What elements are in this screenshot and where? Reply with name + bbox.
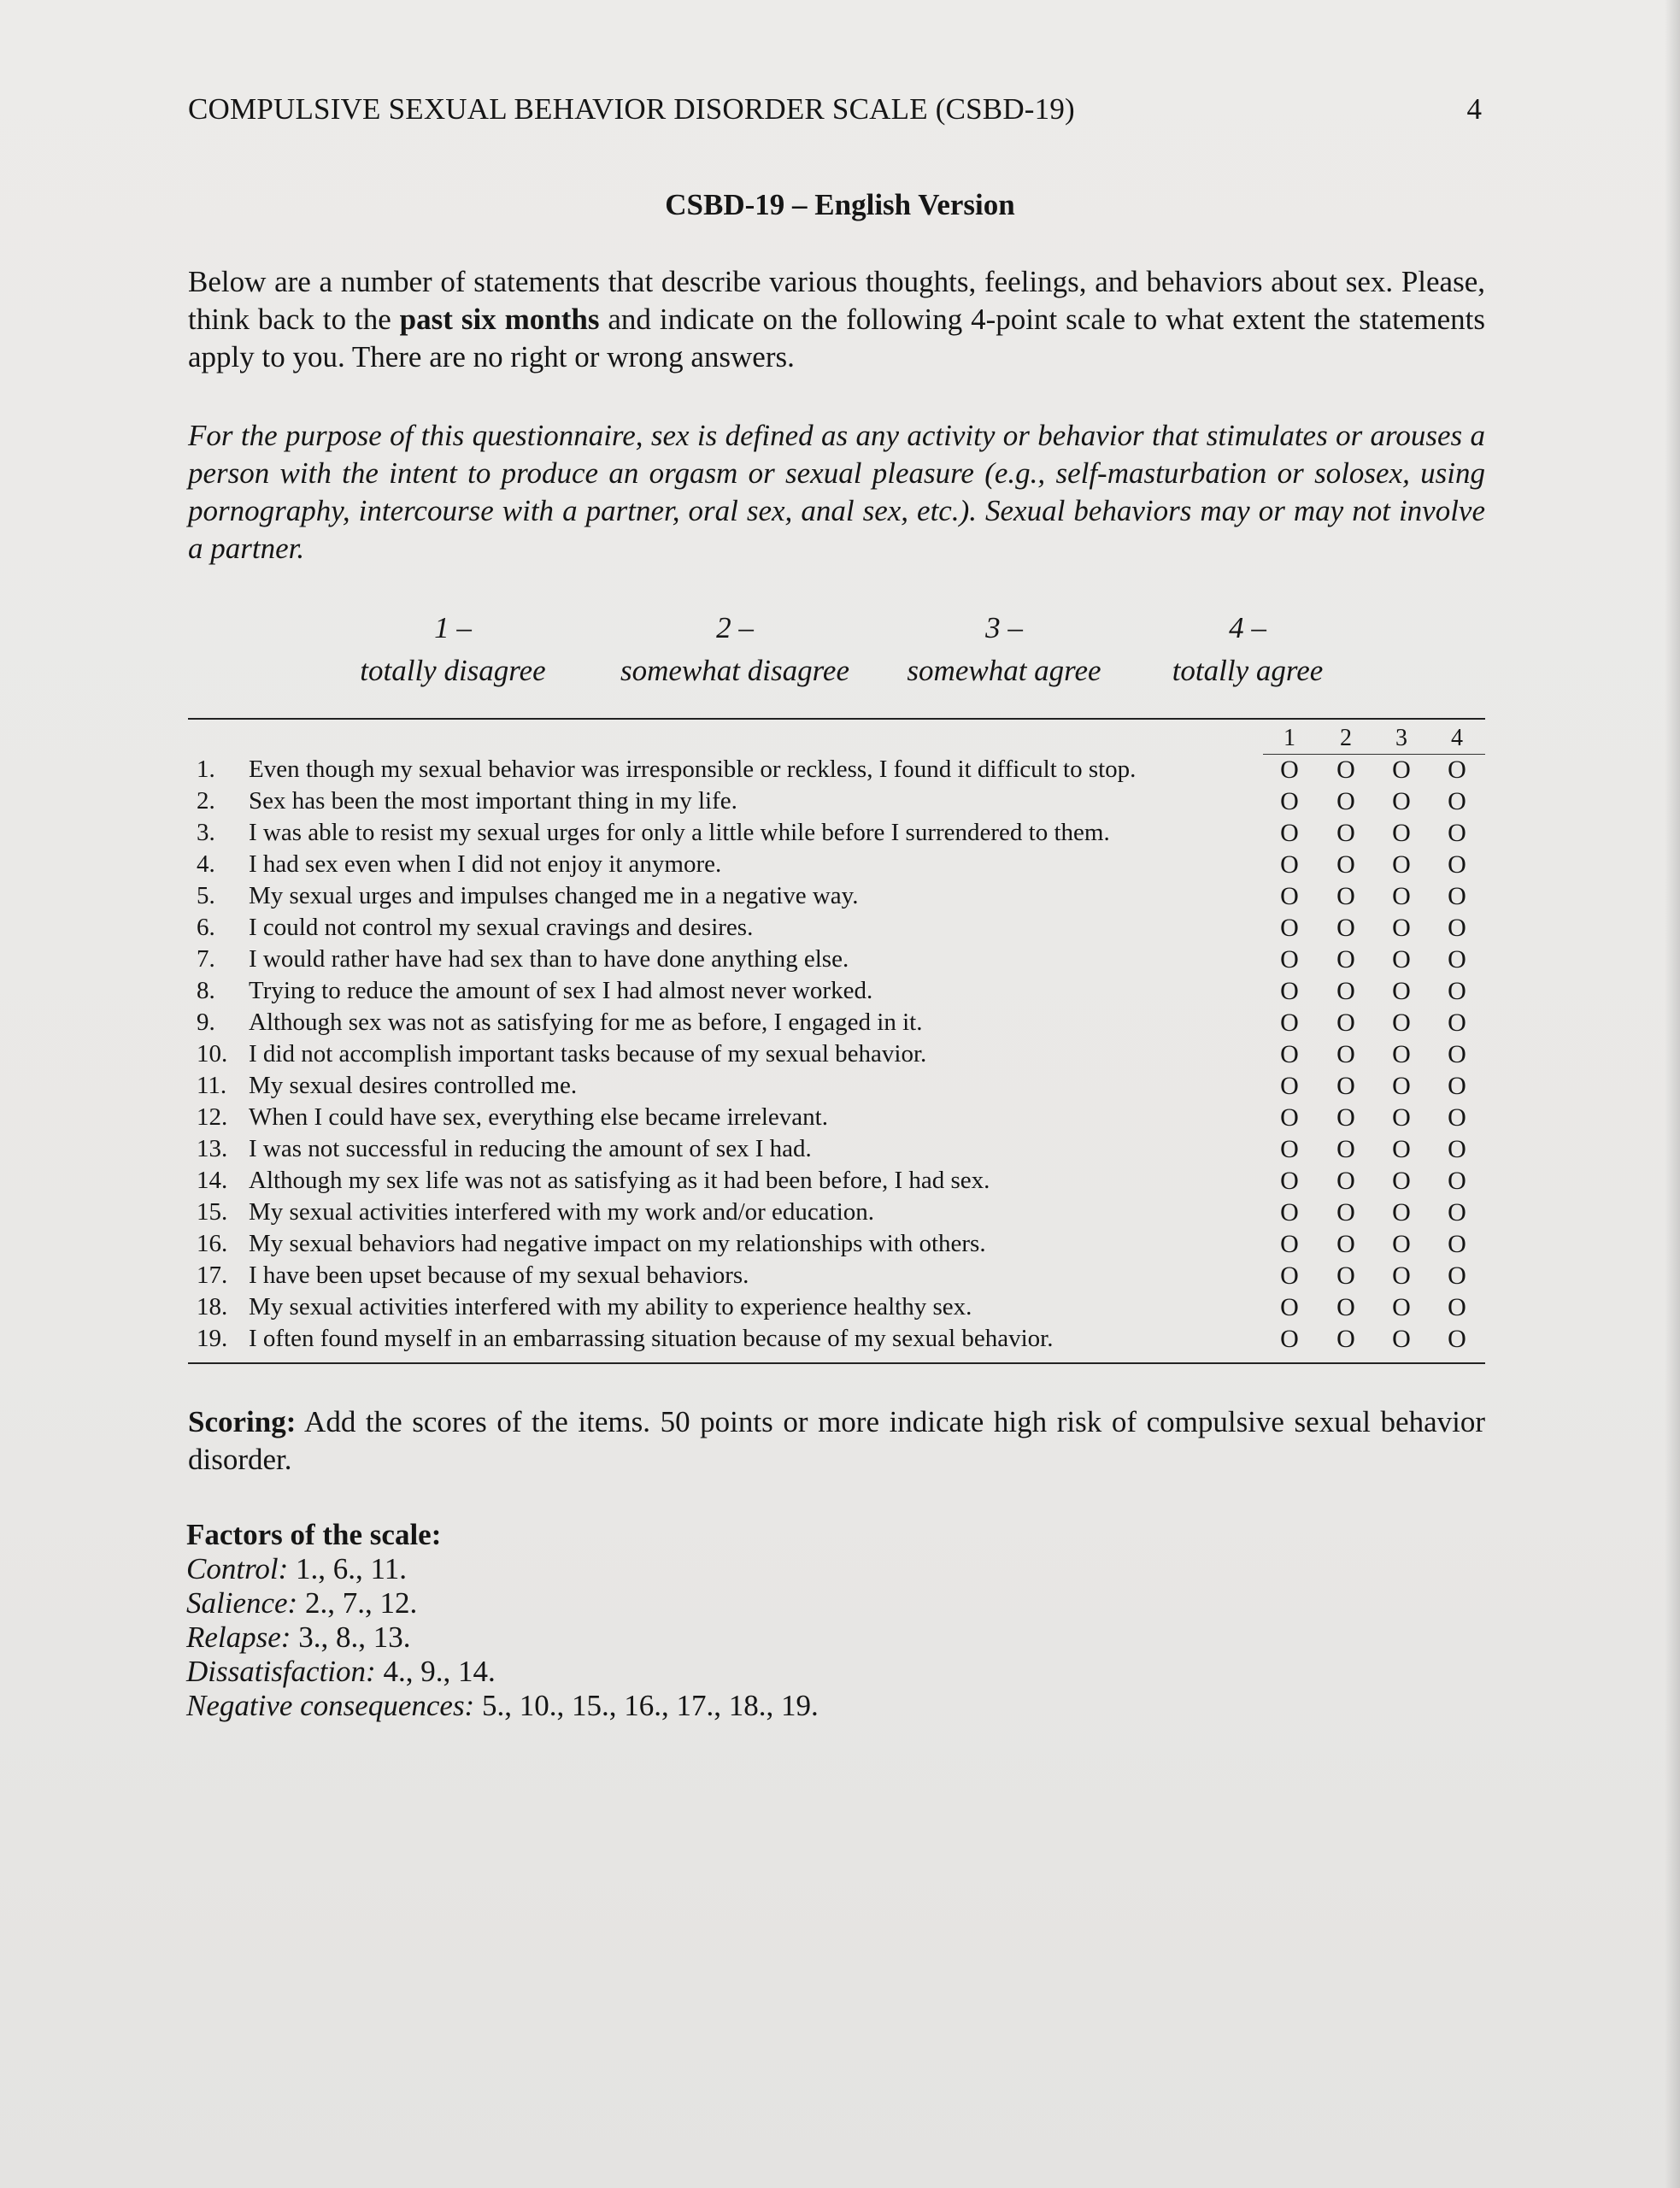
scale-label: somewhat disagree <box>620 654 849 687</box>
response-option-2[interactable]: O <box>1336 1198 1355 1226</box>
response-option-4[interactable]: O <box>1448 945 1466 973</box>
item-statement: Even though my sexual behavior was irresponsible or reckless, I found it difficult to stop. <box>249 756 1137 783</box>
table-row <box>188 1102 1485 1133</box>
item-number: 7. <box>197 945 215 973</box>
response-option-4[interactable]: O <box>1448 850 1466 879</box>
item-statement: When I could have sex, everything else became irrelevant. <box>249 1103 828 1131</box>
factor-name: Relapse: <box>186 1620 291 1654</box>
response-option-2[interactable]: O <box>1336 1325 1355 1353</box>
item-statement: I had sex even when I did not enjoy it anymore. <box>249 850 722 878</box>
response-option-2[interactable]: O <box>1336 819 1355 847</box>
item-statement: Trying to reduce the amount of sex I had almost never worked. <box>249 977 873 1004</box>
response-option-1[interactable]: O <box>1280 1135 1299 1163</box>
scale-legend-4 <box>1145 607 1350 692</box>
item-statement: I was not successful in reducing the amount of sex I had. <box>249 1135 812 1162</box>
document-title: CSBD-19 – English Version <box>665 188 1015 221</box>
factor-dissatisfaction <box>186 1655 819 1689</box>
instructions-emphasis: past six months <box>399 303 600 336</box>
response-option-1[interactable]: O <box>1280 1293 1299 1321</box>
response-option-1[interactable]: O <box>1280 850 1299 879</box>
page-edge-shadow <box>1665 0 1680 2188</box>
response-option-1[interactable]: O <box>1280 1103 1299 1132</box>
column-header-1: 1 <box>1283 725 1295 751</box>
response-option-2[interactable]: O <box>1336 1262 1355 1290</box>
response-option-3[interactable]: O <box>1392 914 1411 942</box>
response-option-3[interactable]: O <box>1392 1135 1411 1163</box>
response-option-3[interactable]: O <box>1392 882 1411 910</box>
response-option-2[interactable]: O <box>1336 1072 1355 1100</box>
item-number: 18. <box>197 1293 228 1320</box>
response-option-2[interactable]: O <box>1336 756 1355 784</box>
response-option-4[interactable]: O <box>1448 1135 1466 1163</box>
scale-label: totally agree <box>1172 654 1324 687</box>
item-number: 1. <box>197 756 215 783</box>
response-option-3[interactable]: O <box>1392 1262 1411 1290</box>
table-row <box>188 849 1485 880</box>
response-option-1[interactable]: O <box>1280 1072 1299 1100</box>
response-option-1[interactable]: O <box>1280 756 1299 784</box>
response-option-3[interactable]: O <box>1392 850 1411 879</box>
item-number: 2. <box>197 787 215 815</box>
item-number: 14. <box>197 1167 228 1194</box>
response-option-2[interactable]: O <box>1336 1103 1355 1132</box>
response-option-4[interactable]: O <box>1448 819 1466 847</box>
response-option-3[interactable]: O <box>1392 1198 1411 1226</box>
table-row <box>188 1228 1485 1260</box>
table-row <box>188 1260 1485 1291</box>
response-option-1[interactable]: O <box>1280 1262 1299 1290</box>
response-option-4[interactable]: O <box>1448 1103 1466 1132</box>
response-option-3[interactable]: O <box>1392 1072 1411 1100</box>
table-row <box>188 754 1485 785</box>
column-header-4: 4 <box>1451 725 1463 751</box>
factor-items: 2., 7., 12. <box>297 1586 418 1620</box>
table-row <box>188 880 1485 912</box>
item-statement: My sexual activities interfered with my ability to experience healthy sex. <box>249 1293 972 1320</box>
factor-salience <box>186 1586 819 1620</box>
scale-legend-1 <box>338 607 568 692</box>
factor-items: 3., 8., 13. <box>291 1620 411 1654</box>
item-statement: I could not control my sexual cravings and desires. <box>249 914 754 941</box>
instructions-text-end: and indicate on the following 4-point scale to what extent the statements apply to you. There are no right or wrong answers. <box>188 303 1485 373</box>
response-option-4[interactable]: O <box>1448 914 1466 942</box>
item-statement: My sexual behaviors had negative impact on my relationships with others. <box>249 1230 986 1257</box>
table-row <box>188 817 1485 849</box>
response-option-1[interactable]: O <box>1280 977 1299 1005</box>
table-row <box>188 785 1485 817</box>
factor-name: Negative consequences: <box>186 1689 475 1722</box>
item-statement: Although my sex life was not as satisfying as it had been before, I had sex. <box>249 1167 990 1194</box>
item-number: 11. <box>197 1072 227 1099</box>
item-number: 15. <box>197 1198 228 1226</box>
table-row <box>188 1291 1485 1323</box>
response-option-2[interactable]: O <box>1336 1009 1355 1037</box>
response-option-3[interactable]: O <box>1392 945 1411 973</box>
response-option-4[interactable]: O <box>1448 1325 1466 1353</box>
response-option-3[interactable]: O <box>1392 977 1411 1005</box>
response-option-1[interactable]: O <box>1280 819 1299 847</box>
item-statement: Sex has been the most important thing in my life. <box>249 787 737 815</box>
item-statement: My sexual activities interfered with my work and/or education. <box>249 1198 875 1226</box>
factor-name: Dissatisfaction: <box>186 1655 376 1688</box>
response-option-1[interactable]: O <box>1280 1009 1299 1037</box>
response-option-3[interactable]: O <box>1392 1325 1411 1353</box>
response-option-2[interactable]: O <box>1336 977 1355 1005</box>
item-number: 9. <box>197 1009 215 1036</box>
response-option-4[interactable]: O <box>1448 1198 1466 1226</box>
factor-items: 4., 9., 14. <box>375 1655 496 1688</box>
table-row <box>188 975 1485 1007</box>
factors-title: Factors of the scale: <box>186 1518 442 1551</box>
page-number: 4 <box>1466 92 1482 126</box>
instructions-text-start: Below are a number of statements that describe various thoughts, feelings, and behaviors about sex. Please, think back to the <box>188 265 1485 336</box>
item-statement: I have been upset because of my sexual behaviors. <box>249 1262 749 1289</box>
item-statement: I often found myself in an embarrassing situation because of my sexual behavior. <box>249 1325 1054 1352</box>
item-number: 4. <box>197 850 215 878</box>
table-row <box>188 1007 1485 1038</box>
response-option-4[interactable]: O <box>1448 1072 1466 1100</box>
response-option-3[interactable]: O <box>1392 1230 1411 1258</box>
response-option-1[interactable]: O <box>1280 1325 1299 1353</box>
scoring-label: Scoring: <box>188 1405 297 1438</box>
factor-relapse <box>186 1620 819 1655</box>
response-option-2[interactable]: O <box>1336 787 1355 815</box>
response-option-4[interactable]: O <box>1448 1040 1466 1068</box>
scale-legend-3 <box>889 607 1119 692</box>
response-option-2[interactable]: O <box>1336 1167 1355 1195</box>
factor-items: 1., 6., 11. <box>288 1552 407 1585</box>
table-row <box>188 1133 1485 1165</box>
running-header: COMPULSIVE SEXUAL BEHAVIOR DISORDER SCALE (CSBD-19) <box>188 92 1075 126</box>
response-option-3[interactable]: O <box>1392 1103 1411 1132</box>
item-number: 8. <box>197 977 215 1004</box>
response-option-4[interactable]: O <box>1448 977 1466 1005</box>
table-row <box>188 1070 1485 1102</box>
response-option-3[interactable]: O <box>1392 1167 1411 1195</box>
response-option-1[interactable]: O <box>1280 945 1299 973</box>
item-number: 17. <box>197 1262 228 1289</box>
response-option-4[interactable]: O <box>1448 1262 1466 1290</box>
response-option-2[interactable]: O <box>1336 914 1355 942</box>
item-number: 3. <box>197 819 215 846</box>
table-row <box>188 912 1485 944</box>
questionnaire-items <box>188 754 1485 1355</box>
response-option-1[interactable]: O <box>1280 914 1299 942</box>
response-option-3[interactable]: O <box>1392 787 1411 815</box>
table-row <box>188 1038 1485 1070</box>
item-number: 10. <box>197 1040 228 1068</box>
response-option-3[interactable]: O <box>1392 1009 1411 1037</box>
factor-control <box>186 1552 819 1586</box>
response-option-1[interactable]: O <box>1280 882 1299 910</box>
response-option-3[interactable]: O <box>1392 1293 1411 1321</box>
factor-items: 5., 10., 15., 16., 17., 18., 19. <box>474 1689 819 1722</box>
response-option-1[interactable]: O <box>1280 1198 1299 1226</box>
table-row <box>188 1165 1485 1197</box>
factor-name: Salience: <box>186 1586 298 1620</box>
column-header-2: 2 <box>1340 725 1352 751</box>
response-option-4[interactable]: O <box>1448 1167 1466 1195</box>
response-option-2[interactable]: O <box>1336 850 1355 879</box>
item-statement: Although sex was not as satisfying for me as before, I engaged in it. <box>249 1009 923 1036</box>
response-option-4[interactable]: O <box>1448 1293 1466 1321</box>
scoring-paragraph <box>188 1403 1485 1479</box>
scale-legend-2 <box>598 607 872 692</box>
scoring-text: Add the scores of the items. 50 points or more indicate high risk of compulsive sexual behavior disorder. <box>188 1405 1485 1476</box>
response-option-2[interactable]: O <box>1336 1293 1355 1321</box>
response-option-1[interactable]: O <box>1280 787 1299 815</box>
table-row <box>188 1323 1485 1355</box>
scale-number: 1 – <box>434 611 472 644</box>
item-number: 12. <box>197 1103 228 1131</box>
scale-label: somewhat agree <box>907 654 1101 687</box>
table-row <box>188 944 1485 975</box>
response-option-4[interactable]: O <box>1448 1230 1466 1258</box>
factor-negative-consequences <box>186 1689 819 1723</box>
factor-name: Control: <box>186 1552 289 1585</box>
item-statement: I did not accomplish important tasks because of my sexual behavior. <box>249 1040 927 1068</box>
item-statement: I was able to resist my sexual urges for only a little while before I surrendered to them. <box>249 819 1110 846</box>
response-option-4[interactable]: O <box>1448 882 1466 910</box>
table-top-rule <box>188 718 1485 720</box>
table-column-header <box>1263 725 1485 755</box>
scale-number: 3 – <box>985 611 1023 644</box>
item-number: 6. <box>197 914 215 941</box>
response-option-2[interactable]: O <box>1336 882 1355 910</box>
response-option-3[interactable]: O <box>1392 1040 1411 1068</box>
scale-label: totally disagree <box>360 654 546 687</box>
item-statement: My sexual urges and impulses changed me in a negative way. <box>249 882 859 909</box>
table-bottom-rule <box>188 1362 1485 1364</box>
scale-number: 4 – <box>1229 611 1266 644</box>
response-option-2[interactable]: O <box>1336 1230 1355 1258</box>
instructions-paragraph <box>188 263 1485 376</box>
column-header-3: 3 <box>1395 725 1407 751</box>
sex-definition-paragraph: For the purpose of this questionnaire, sex is defined as any activity or behavior that stimulates or arouses a person with the intent to produce an orgasm or sexual pleasure (e.g., self-masturbation or solosex, using pornography, intercourse with a partner, oral sex, anal sex, etc.). Sexual behaviors may or may not involve a partner. <box>188 419 1485 565</box>
response-option-2[interactable]: O <box>1336 945 1355 973</box>
response-option-3[interactable]: O <box>1392 819 1411 847</box>
scale-number: 2 – <box>716 611 754 644</box>
response-option-1[interactable]: O <box>1280 1167 1299 1195</box>
response-option-2[interactable]: O <box>1336 1040 1355 1068</box>
response-option-1[interactable]: O <box>1280 1230 1299 1258</box>
response-option-2[interactable]: O <box>1336 1135 1355 1163</box>
response-option-3[interactable]: O <box>1392 756 1411 784</box>
item-statement: I would rather have had sex than to have done anything else. <box>249 945 849 973</box>
factors-section <box>186 1518 819 1723</box>
response-option-4[interactable]: O <box>1448 756 1466 784</box>
table-row <box>188 1197 1485 1228</box>
item-statement: My sexual desires controlled me. <box>249 1072 578 1099</box>
response-option-1[interactable]: O <box>1280 1040 1299 1068</box>
response-option-4[interactable]: O <box>1448 1009 1466 1037</box>
response-option-4[interactable]: O <box>1448 787 1466 815</box>
item-number: 13. <box>197 1135 228 1162</box>
item-number: 16. <box>197 1230 228 1257</box>
item-number: 19. <box>197 1325 228 1352</box>
item-number: 5. <box>197 882 215 909</box>
